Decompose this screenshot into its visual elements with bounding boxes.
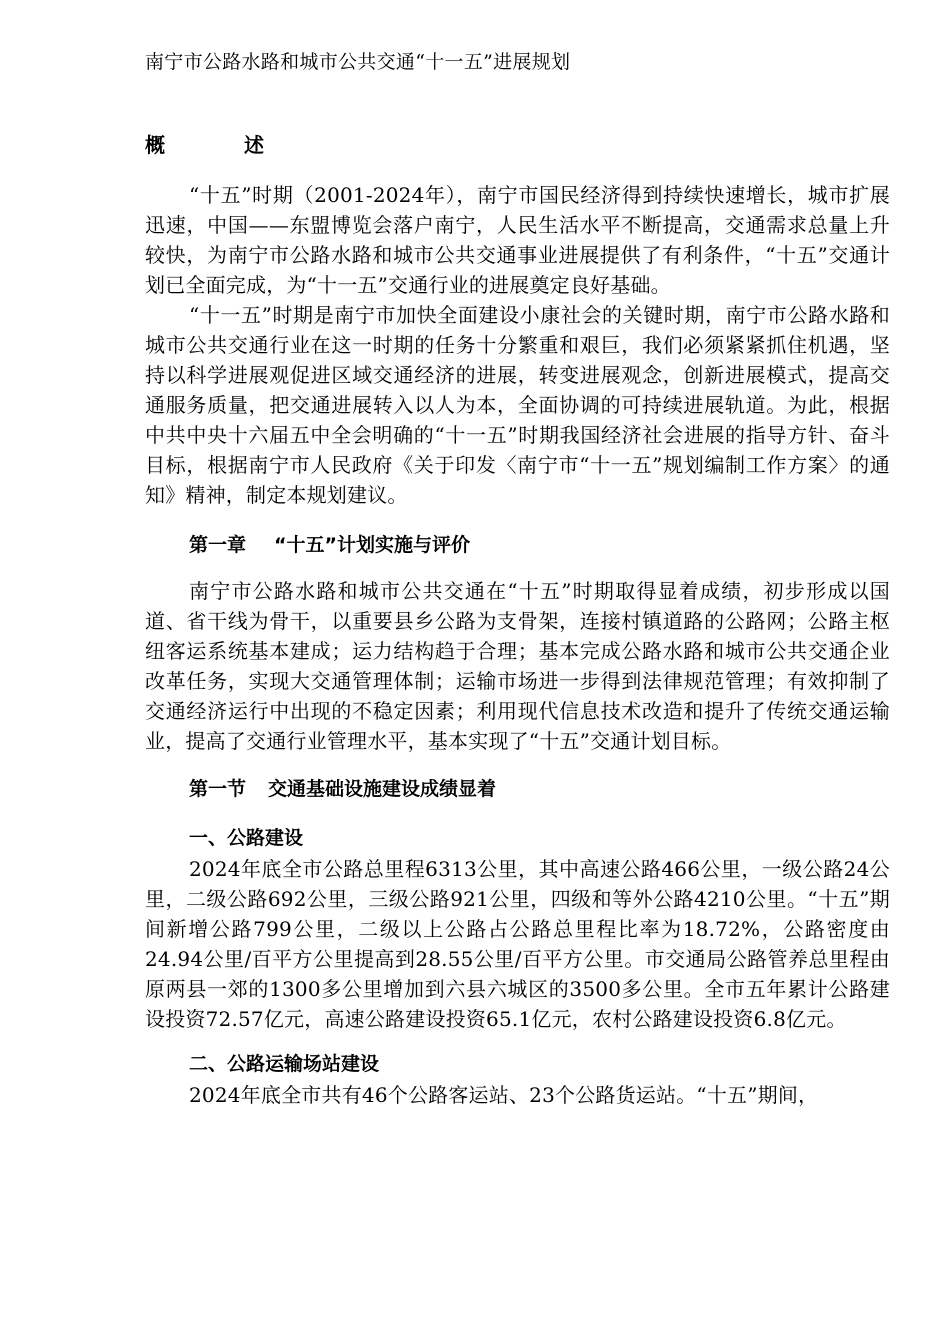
chapter-title: “十五”计划实施与评价 (274, 534, 470, 556)
overview-paragraph: “十五”时期（2001-2024年），南宁市国民经济得到持续快速增长，城市扩展迅速，中国——东盟博览会落户南宁，人民生活水平不断提高，交通需求总量上升较快，为南宁市公路水路和城市公共交通事业进展提供了有利条件，“十五”交通计划已全面完成，为“十一五”交通行业的进展奠定良好基础。 (145, 183, 890, 297)
subsection-heading-highway: 一、公路建设 (189, 827, 304, 849)
overview-heading (145, 132, 890, 158)
section-number: 第一节 (189, 778, 247, 800)
subsection-paragraph-highway: 2024年底全市公路总里程6313公里，其中高速公路466公里，一级公路24公里，二级公路692公里，三级公路921公里，四级和等外公路4210公里。“十五”期间新增公路799公里，二级以上公路占公路总里程比率为18.72%，公路密度由24.94公里/百平方公里提高到28.55公里/百平方公里。市交通局公路管养总里程由原两县一郊的1300多公里增加到六县六城区的3500多公里。全市五年累计公路建设投资72.57亿元，高速公路建设投资65.1亿元，农村公路建设投资6.8亿元。 (145, 857, 890, 1031)
overview-heading-left: 概 (145, 133, 165, 157)
subsection-heading-stations: 二、公路运输场站建设 (189, 1053, 380, 1075)
overview-heading-right: 述 (244, 133, 264, 157)
chapter-paragraph: 南宁市公路水路和城市公共交通在“十五”时期取得显着成绩，初步形成以国道、省干线为骨干，以重要县乡公路为支骨架，连接村镇道路的公路网；公路主枢纽客运系统基本建成；运力结构趋于合理；基本完成公路水路和城市公共交通企业改革任务，实现大交通管理体制；运输市场进一步得到法律规范管理；有效抑制了交通经济运行中出现的不稳定因素；利用现代信息技术改造和提升了传统交通运输业，提高了交通行业管理水平，基本实现了“十五”交通计划目标。 (145, 579, 890, 753)
chapter-number: 第一章 (189, 534, 247, 556)
document-title: 南宁市公路水路和城市公共交通“十一五”进展规划 (145, 51, 571, 73)
overview-paragraph: “十一五”时期是南宁市加快全面建设小康社会的关键时期，南宁市公路水路和城市公共交通行业在这一时期的任务十分繁重和艰巨，我们必须紧紧抓住机遇，坚持以科学进展观促进区域交通经济的进展，转变进展观念，创新进展模式，提高交通服务质量，把交通进展转入以人为本，全面协调的可持续进展轨道。为此，根据中共中央十六届五中全会明确的“十一五”时期我国经济社会进展的指导方针、奋斗目标，根据南宁市人民政府《关于印发〈南宁市“十一五”规划编制工作方案〉的通知》精神，制定本规划建议。 (145, 303, 890, 507)
subsection-paragraph-stations: 2024年底全市共有46个公路客运站、23个公路货运站。“十五”期间， (189, 1083, 819, 1107)
section-title: 交通基础设施建设成绩显着 (268, 778, 497, 800)
section-heading (189, 776, 890, 802)
chapter-heading (189, 532, 890, 558)
document-body (145, 132, 890, 1110)
